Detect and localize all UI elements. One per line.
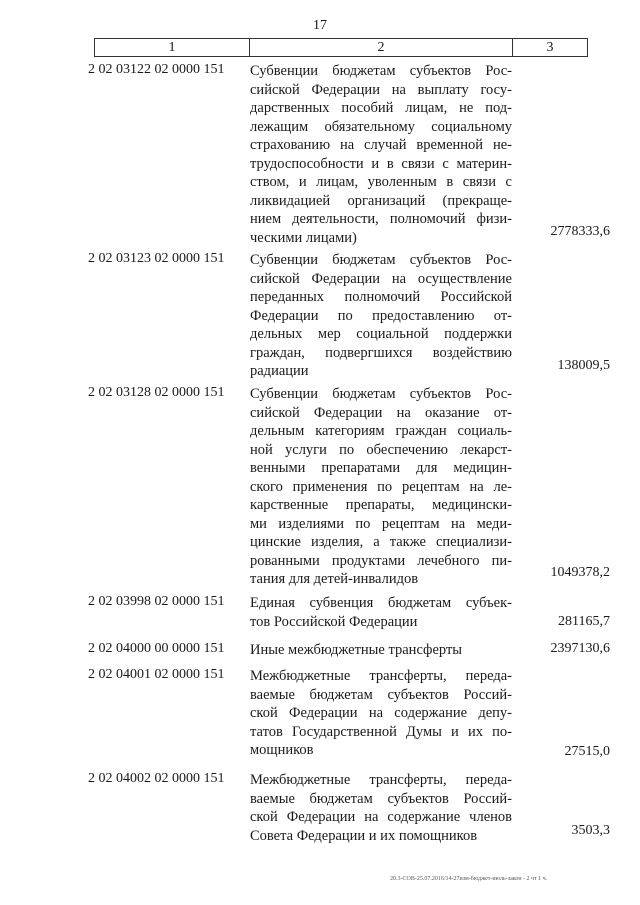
budget-code: 2 02 04000 00 0000 151: [88, 641, 225, 656]
description-line: трудоспособности и в связи с материн-: [250, 155, 512, 172]
description-line: Субвенции бюджетам субъектов Рос-: [250, 386, 512, 402]
budget-code: 2 02 03998 02 0000 151: [88, 594, 225, 609]
description-line: Иные межбюджетные трансферты: [250, 642, 463, 658]
description-line: ской Федерации на содержание членов: [250, 809, 512, 825]
row-description: [250, 385, 512, 589]
row-value: 281165,7: [558, 614, 610, 629]
table-header: [94, 38, 588, 57]
footer-note: 20.3-СОВ-25.07.2016/14-27изм-бюджет-июль-закон - 2 чт 1 ч.: [390, 876, 548, 882]
description-line: дарственных пособий лицам, не под-: [250, 100, 512, 116]
header-col-3: 3: [546, 40, 554, 55]
description-line: страхованию на случай временной не-: [250, 137, 512, 153]
description-line: нием деятельности, полномочий физи-: [250, 211, 512, 227]
description-line: ской Федерации на содержание депу-: [250, 705, 512, 721]
description-line: переданных полномочий Российской: [250, 289, 512, 305]
description-line: Межбюджетные трансферты, переда-: [250, 772, 512, 788]
description-line: ликвидацией организаций (прекраще-: [250, 192, 512, 209]
description-line: Субвенции бюджетам субъектов Рос-: [250, 63, 512, 79]
row-description: [250, 594, 512, 631]
description-line: тания для детей-инвалидов: [250, 571, 419, 587]
description-line: рованными продуктами лечебного пи-: [250, 552, 512, 569]
budget-code: 2 02 04002 02 0000 151: [88, 771, 225, 786]
description-line: карственные препараты, медицински-: [250, 497, 512, 513]
header-col-2: 2: [250, 39, 513, 56]
row-description: [250, 771, 512, 845]
description-line: дельным категориям граждан социаль-: [250, 423, 512, 439]
description-line: татов Государственной Думы и их по-: [250, 723, 512, 740]
row-value: 1049378,2: [550, 565, 610, 580]
row-value: 2778333,6: [550, 224, 610, 239]
row-value: 3503,3: [571, 823, 610, 838]
budget-code: 2 02 03128 02 0000 151: [88, 385, 225, 400]
description-line: сийской Федерации на осуществление: [250, 270, 512, 287]
row-value: 2397130,6: [550, 641, 610, 656]
description-line: Совета Федерации и их помощников: [250, 827, 478, 844]
description-line: сийской Федерации на выплату госу-: [250, 81, 512, 98]
row-description: [250, 62, 512, 247]
description-line: ваемые бюджетам субъектов Россий-: [250, 790, 512, 807]
header-col-1: 1: [95, 39, 250, 56]
row-description: [250, 641, 512, 660]
description-line: дельных мер социальной поддержки: [250, 326, 512, 342]
description-line: мощников: [250, 742, 314, 758]
description-line: ством, и лицам, уволенным в связи с: [250, 174, 512, 190]
description-line: тов Российской Федерации: [250, 613, 418, 630]
description-line: ми изделиями по рецептам на меди-: [250, 515, 512, 532]
budget-code: 2 02 04001 02 0000 151: [88, 667, 225, 682]
page-number: 17: [313, 18, 327, 33]
description-line: Межбюджетные трансферты, переда-: [250, 668, 512, 684]
budget-code: 2 02 03122 02 0000 151: [88, 62, 225, 77]
row-description: [250, 667, 512, 760]
row-description: [250, 251, 512, 381]
description-line: сийской Федерации на оказание от-: [250, 404, 512, 421]
budget-code: 2 02 03123 02 0000 151: [88, 251, 225, 266]
description-line: ной услуги по обеспечению лекарст-: [250, 441, 512, 458]
description-line: венными препаратами для медицин-: [250, 460, 512, 476]
row-value: 27515,0: [564, 744, 610, 759]
description-line: радиации: [250, 363, 309, 379]
description-line: лежащим обязательному социальному: [250, 118, 512, 135]
description-line: ского применения по рецептам на ле-: [250, 478, 512, 495]
description-line: ваемые бюджетам субъектов Россий-: [250, 686, 512, 703]
description-line: Федерации по предоставлению от-: [250, 307, 512, 324]
description-line: граждан, подвергшихся воздействию: [250, 344, 512, 361]
description-line: Единая субвенция бюджетам субъек-: [250, 595, 512, 611]
row-value: 138009,5: [557, 358, 610, 373]
description-line: цинские изделия, а также специализи-: [250, 534, 512, 550]
description-line: Субвенции бюджетам субъектов Рос-: [250, 252, 512, 268]
description-line: ческими лицами): [250, 229, 357, 246]
